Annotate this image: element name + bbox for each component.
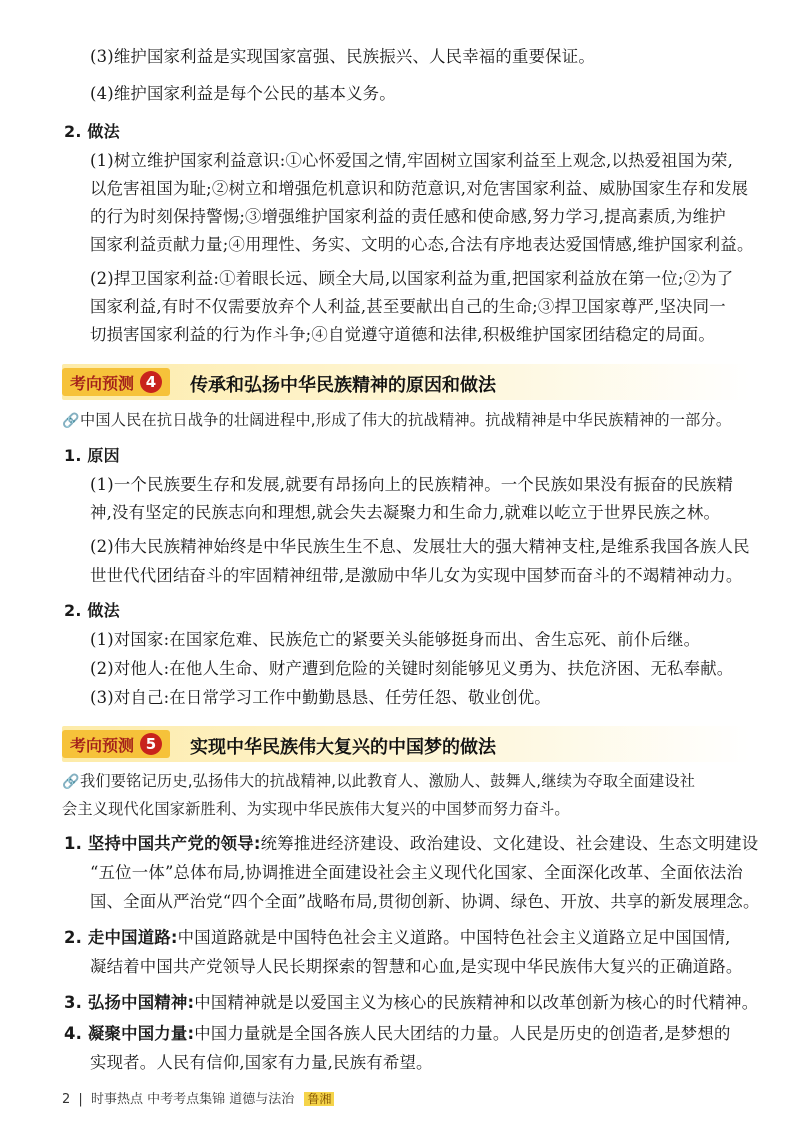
method-heading: 2. 做法	[64, 601, 120, 620]
text-line: (2)伟大民族精神始终是中华民族生生不息、发展壮大的强大精神支柱,是维系我国各族人民	[90, 537, 750, 556]
text-line: 凝结着中国共产党领导人民长期探索的智慧和心血,是实现中华民族伟大复兴的正确道路。	[90, 957, 743, 976]
text-line: 国家利益,有时不仅需要放弃个人利益,甚至要献出自己的生命;③捍卫国家尊严,坚决同一	[90, 297, 726, 316]
numbered-item	[64, 1024, 731, 1044]
section-tag	[62, 368, 170, 396]
text-line: 实现者。人民有信仰,国家有力量,民族有希望。	[90, 1053, 433, 1072]
item-heading: 2. 走中国道路:	[64, 928, 178, 947]
link-icon: 🔗	[62, 413, 80, 429]
text-line: (1)树立维护国家利益意识:①心怀爱国之情,牢固树立国家利益至上观念,以热爱祖国为荣,	[90, 151, 734, 170]
item-text: 统筹推进经济建设、政治建设、文化建设、社会建设、生态文明建设	[260, 834, 759, 853]
section-tag-label: 考向预测	[70, 735, 135, 755]
section-title: 实现中华民族伟大复兴的中国梦的做法	[190, 737, 496, 758]
footer-badge: 鲁湘	[304, 1092, 334, 1106]
text-line: 切损害国家利益的行为作斗争;④自觉遵守道德和法律,积极维护国家团结稳定的局面。	[90, 325, 715, 344]
item-heading: 3. 弘扬中国精神:	[64, 993, 195, 1012]
numbered-item	[64, 834, 758, 854]
text-line: 神,没有坚定的民族志向和理想,就会失去凝聚力和生命力,就难以屹立于世界民族之林。	[90, 503, 721, 522]
reason-heading: 1. 原因	[64, 446, 120, 465]
item-heading: 4. 凝聚中国力量:	[64, 1024, 195, 1043]
text-line: (4)维护国家利益是每个公民的基本义务。	[90, 84, 396, 103]
section-note	[62, 771, 695, 792]
footer-title: 时事热点 中考考点集锦 道德与法治	[90, 1092, 295, 1107]
link-icon: 🔗	[62, 774, 80, 790]
section-number: 4	[140, 371, 162, 393]
text-line: 国、全面从严治党“四个全面”战略布局,贯彻创新、协调、绿色、开放、共享的新发展理念。	[90, 892, 760, 911]
text-line: 世世代代团结奋斗的牢固精神纽带,是激励中华儿女为实现中国梦而奋斗的不竭精神动力。	[90, 566, 743, 585]
item-text: 中国力量就是全国各族人民大团结的力量。人民是历史的创造者,是梦想的	[194, 1024, 731, 1043]
numbered-item	[64, 928, 731, 948]
section-number: 5	[140, 733, 162, 755]
section-tag	[62, 730, 170, 758]
note-text: 中国人民在抗日战争的壮阔进程中,形成了伟大的抗战精神。抗战精神是中华民族精神的一部分。	[80, 411, 732, 429]
item-text: 中国道路就是中国特色社会主义道路。中国特色社会主义道路立足中国国情,	[177, 928, 731, 947]
text-line: (2)对他人:在他人生命、财产遭到危险的关键时刻能够见义勇为、扶危济困、无私奉献。	[90, 659, 734, 678]
item-text: 中国精神就是以爱国主义为核心的民族精神和以改革创新为核心的时代精神。	[194, 993, 759, 1012]
item-heading: 1. 坚持中国共产党的领导:	[64, 834, 261, 853]
text-line: 的行为时刻保持警惕;③增强维护国家利益的责任感和使命感,努力学习,提高素质,为维护	[90, 207, 726, 226]
text-line: 国家利益贡献力量;④用理性、务实、文明的心态,合法有序地表达爱国情感,维护国家利益。	[90, 235, 754, 254]
section-header-5	[62, 726, 750, 762]
section-header-4	[62, 364, 750, 400]
text-line: 以危害祖国为耻;②树立和增强危机意识和防范意识,对危害国家利益、威胁国家生存和发展	[90, 179, 749, 198]
page-footer: 2 | 时事热点 中考考点集锦 道德与法治 鲁湘	[62, 1088, 762, 1110]
text-line: (2)捍卫国家利益:①着眼长远、顾全大局,以国家利益为重,把国家利益放在第一位;②为了	[90, 269, 734, 288]
text-line: (3)维护国家利益是实现国家富强、民族振兴、人民幸福的重要保证。	[90, 47, 595, 66]
text-line: (1)一个民族要生存和发展,就要有昂扬向上的民族精神。一个民族如果没有振奋的民族精	[90, 475, 734, 494]
method-heading: 2. 做法	[64, 122, 120, 141]
text-line: (3)对自己:在日常学习工作中勤勤恳恳、任劳任怨、敬业创优。	[90, 688, 551, 707]
page-number: 2	[62, 1092, 71, 1107]
numbered-item	[64, 993, 758, 1013]
section-title: 传承和弘扬中华民族精神的原因和做法	[190, 375, 496, 396]
text-line: “五位一体”总体布局,协调推进全面建设社会主义现代化国家、全面深化改革、全面依法治	[90, 863, 744, 882]
section-tag-label: 考向预测	[70, 373, 135, 393]
text-line: (1)对国家:在国家危难、民族危亡的紧要关头能够挺身而出、舍生忘死、前仆后继。	[90, 630, 701, 649]
section-note	[62, 410, 731, 431]
section-note-cont: 会主义现代化国家新胜利、为实现中华民族伟大复兴的中国梦而努力奋斗。	[62, 800, 570, 818]
note-text: 我们要铭记历史,弘扬伟大的抗战精神,以此教育人、激励人、鼓舞人,继续为夺取全面建设社	[80, 772, 696, 790]
